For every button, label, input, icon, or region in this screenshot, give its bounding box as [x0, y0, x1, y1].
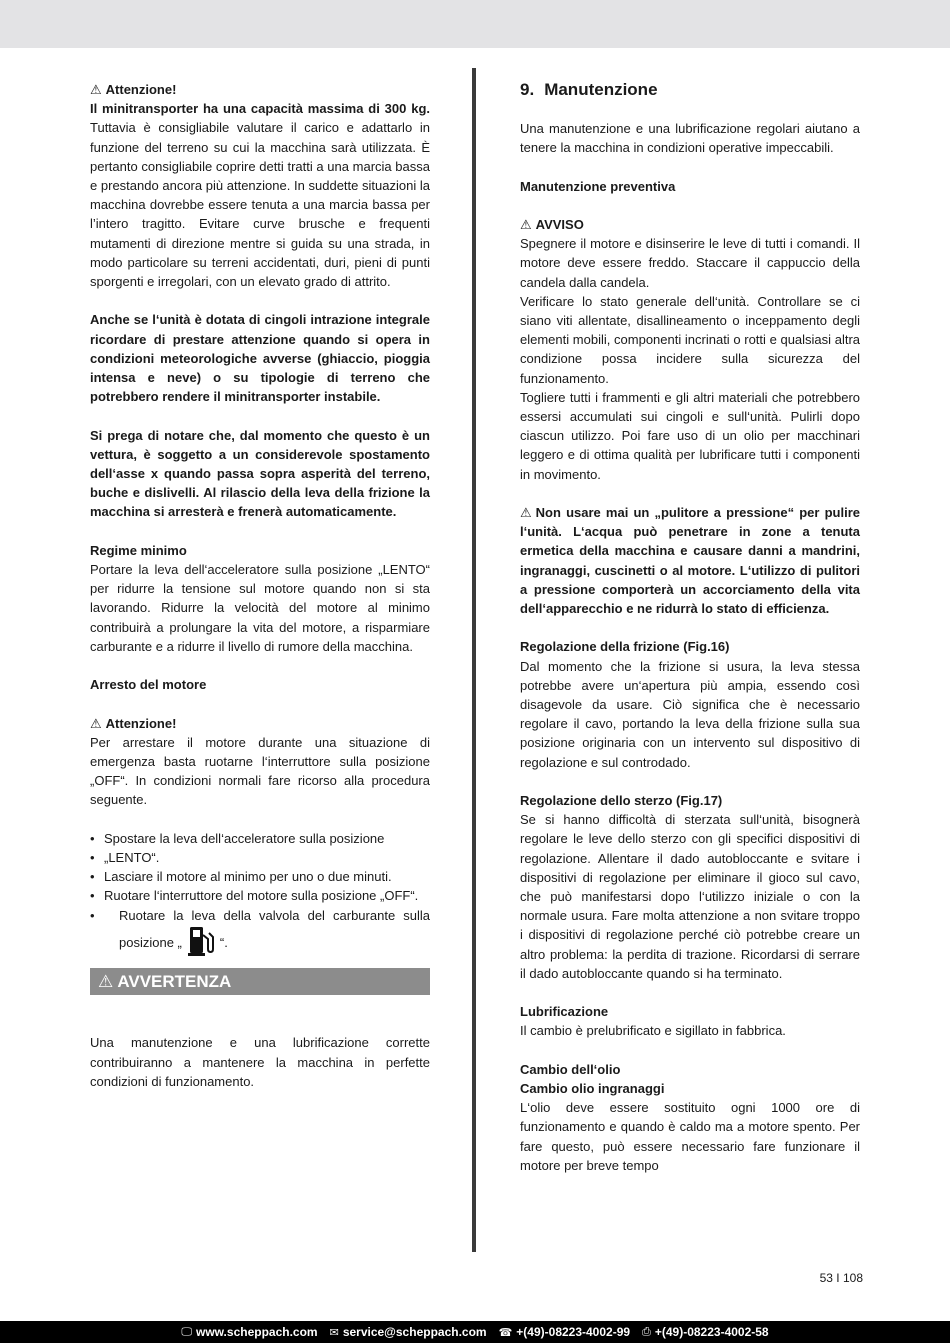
oil-change-heading: Cambio dell‘olio	[520, 1061, 621, 1077]
list-item: • Lasciare il motore al minimo per uno o due minuti.	[90, 867, 430, 886]
emergency-stop-paragraph: Per arrestare il motore durante una situazione di emergenza basta ruotarne l‘interruttore sulla posizione „OFF“. In condizioni normali fare ricorso alla procedura seguente.	[90, 734, 430, 808]
warning-triangle-icon: ⚠	[90, 715, 102, 731]
preventive-maintenance-heading: Manutenzione preventiva	[520, 178, 676, 194]
axis-shift-paragraph: Si prega di notare che, dal momento che questo è un vettura, è soggetto a un considerevole spostamento dell‘asse x quando passa sopra asperità del terreno, buche e dislivelli. Al rilascio della leva della frizione la macchina si arresterà e frenerà automaticamente.	[90, 427, 430, 520]
maintenance-intro-paragraph: Una manutenzione e una lubrificazione regolari aiutano a tenere la macchina in condizioni operative impeccabili.	[520, 121, 860, 156]
lubrication-paragraph: Il cambio è prelubrificato e sigillato in fabbrica.	[520, 1023, 786, 1039]
warning-triangle-icon: ⚠	[520, 505, 532, 521]
fax-icon: ⎙	[642, 1325, 651, 1338]
steering-adjustment-heading: Regolazione dello sterzo (Fig.17)	[520, 793, 723, 809]
warning-heading-2: ⚠ Attenzione!	[90, 714, 430, 733]
warning-banner: ⚠ AVVERTENZA	[90, 968, 430, 995]
maintenance-note-paragraph: Una manutenzione e una lubrificazione corrette contribuiranno a mantenere la macchina in perfette condizioni di funzionamento.	[90, 1035, 430, 1089]
phone-icon: ☎	[498, 1326, 513, 1339]
footer-bar	[0, 1321, 950, 1343]
clutch-adjustment-paragraph: Dal momento che la frizione si usura, la leva stessa potrebbe avere un‘apertura più ampia, essendo così disagevole da usare. Ciò significa che è necessario regolare il cavo, portando la leva della frizione sulla sua posizione originaria con un intervento sul dispositivo di regolazione e sul controdado.	[520, 658, 860, 770]
right-column	[520, 80, 860, 1175]
list-item: • Spostare la leva dell‘acceleratore sulla posizione	[90, 829, 430, 848]
left-column	[90, 80, 430, 1091]
list-item: • Ruotare l‘interruttore del motore sulla posizione „OFF“.	[90, 886, 430, 905]
notice-heading: ⚠ AVVISO	[520, 215, 860, 234]
gear-oil-change-subheading: Cambio olio ingranaggi	[520, 1081, 665, 1097]
monitor-icon: 🖵	[181, 1325, 192, 1338]
section-heading: 9. Manutenzione	[520, 80, 658, 99]
notice-paragraph-2: Verificare lo stato generale dell‘unità. Controllare se ci siano viti allentate, disallineamento o inceppamento degli elementi mobili, componenti incrinati o rotti e qualsiasi altra condizione possa incidere sulla sicurezza del funzionamento.	[520, 293, 860, 386]
pressure-washer-warning: ⚠ Non usare mai un „pulitore a pressione“ per pulire l‘unità. L‘acqua può penetrare in zone a tenuta ermetica della macchina e causare danni a mandrini, ingranaggi, cuscinetti o al motore. L‘utilizzo di pulitori a pressione comporterà un accorciamento della vita dell‘apparecchio e ne ridurrà lo stato di efficienza.	[520, 505, 860, 617]
stop-procedure-list	[90, 829, 430, 962]
warning-heading-1: ⚠ Attenzione!	[90, 80, 430, 99]
clutch-adjustment-heading: Regolazione della frizione (Fig.16)	[520, 639, 730, 655]
list-item: • Ruotare la leva della valvola del carburante sulla posizione „ “.	[90, 906, 430, 962]
footer-email[interactable]: ✉ service@scheppach.com	[329, 1325, 487, 1339]
footer-phone: ☎ +(49)-08223-4002-99	[498, 1325, 631, 1339]
fuel-pump-icon	[188, 925, 214, 962]
footer-website[interactable]: 🖵 www.scheppach.com	[181, 1325, 318, 1339]
top-header-bar	[0, 0, 950, 48]
capacity-warning-paragraph: Il minitransporter ha una capacità massima di 300 kg. Tuttavia è consigliabile valutare il carico e adattarlo in funzione del terreno su cui la macchina sarà utilizzata. È pertanto consigliabile coprire detti tratti a una marcia bassa e prestando ancora più attenzione. In suddette situazioni la macchina dovrebbe essere tenuta a una marcia bassa per l’intero tragitto. Evitare curve brusche e frequenti mutamenti di direzione mentre si guida su una strada, in modo particolare su terreni accidentati, duri, pieni di punti sporgenti e irregolari, con un elevato grado di attrito.	[90, 101, 430, 290]
idle-heading: Regime minimo	[90, 542, 187, 558]
warning-triangle-icon: ⚠	[98, 972, 114, 992]
footer-fax: ⎙ +(49)-08223-4002-58	[642, 1325, 769, 1339]
tracks-paragraph: Anche se l‘unità è dotata di cingoli intrazione integrale ricordare di prestare attenzione quando si opera in condizioni meteorologiche avverse (ghiaccio, pioggia intensa e neve) o su tipologie di terreno che potrebbero rendere il minitransporter instabile.	[90, 312, 430, 405]
steering-adjustment-paragraph: Se si hanno difficoltà di sterzata sull‘unità, bisognerà regolare le leve dello sterzo con gli specifici dispositivi di regolazione. Allentare il dado autobloccante e svitare i dispositivi di regolazione per eliminare il gioco sul cavo, che può manifestarsi dopo l‘utilizzo iniziale o con la normale usura. Fare molta attenzione a non svitare troppo i dispositivi di regolazione perché ciò potrebbe creare un altro problema: la perdita di trazione. Ricordarsi di serrare il dado autobloccante quando si ha terminato.	[520, 812, 860, 981]
idle-paragraph: Portare la leva dell‘acceleratore sulla posizione „LENTO“ per ridurre la tensione sul motore quando non si sta lavorando. Ridurre la velocità del motore al minimo contribuirà a prolungare la vita del motore, a risparmiare carburante e a ridurre il livello di rumore della macchina.	[90, 562, 430, 654]
notice-paragraph-3: Togliere tutti i frammenti e gli altri materiali che potrebbero essersi accumulati sui cingoli e sull‘unità. Pulirli dopo ciascun utilizzo. Poi fare uso di un olio per macchinari leggero e di ottima qualità per lubrificare tutti i componenti in movimento.	[520, 389, 860, 482]
engine-stop-heading: Arresto del motore	[90, 677, 207, 693]
notice-paragraph-1: Spegnere il motore e disinserire le leve di tutti i comandi. Il motore deve essere freddo. Staccare il cappuccio della candela dalla candela.	[520, 236, 860, 290]
oil-change-paragraph: L‘olio deve essere sostituito ogni 1000 ore di funzionamento e quando è caldo ma a motore spento. Per fare questo, può essere necessario fare funzionare il motore per breve tempo	[520, 1100, 860, 1173]
page-number: 53 I 108	[819, 1271, 863, 1285]
warning-triangle-icon: ⚠	[520, 216, 532, 232]
warning-triangle-icon: ⚠	[90, 82, 102, 97]
list-item: • „LENTO“.	[90, 848, 430, 867]
column-divider	[472, 68, 476, 1252]
lubrication-heading: Lubrificazione	[520, 1004, 609, 1020]
mail-icon: ✉	[329, 1326, 339, 1339]
